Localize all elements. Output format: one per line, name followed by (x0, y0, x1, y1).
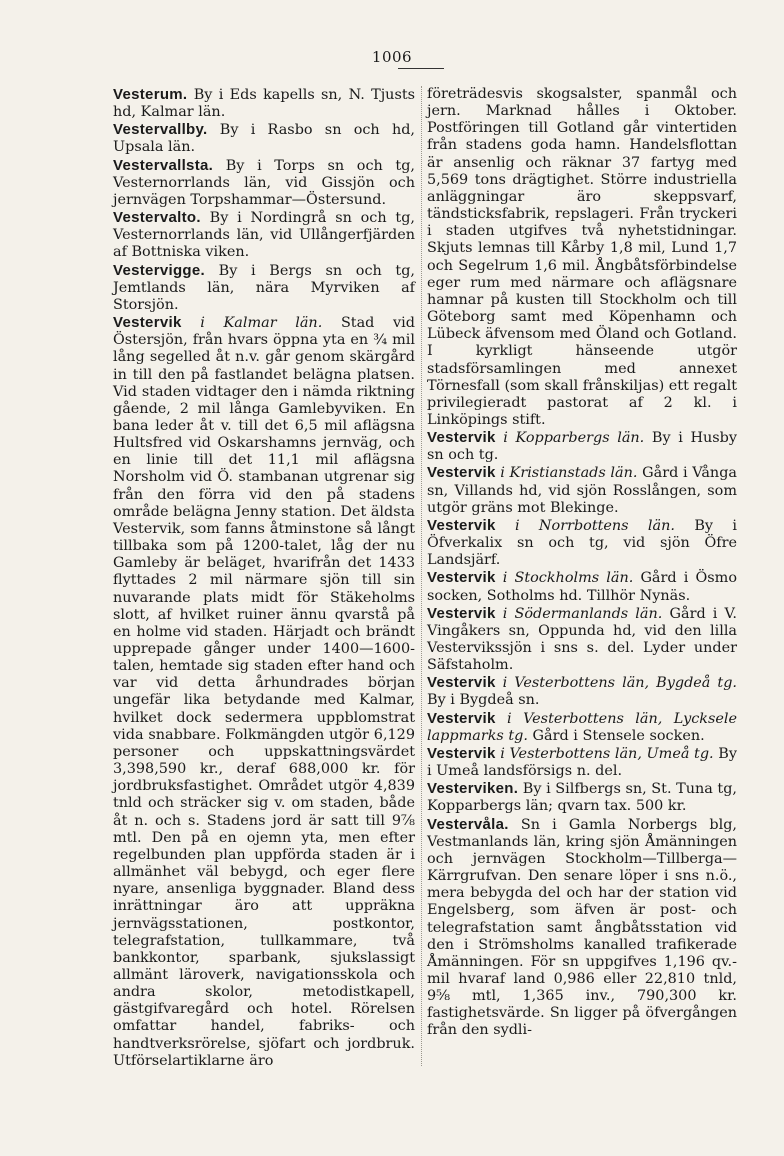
left-column (113, 86, 415, 1070)
entry-headword: Vestervik (113, 314, 182, 332)
dictionary-entry (427, 745, 737, 780)
entry-location: i Stockholms län. (502, 570, 634, 587)
entry-location: i Vesterbottens län, Bygdeå tg. (502, 675, 737, 692)
dictionary-entry (113, 314, 415, 1070)
entry-headword: Vestervallby. (113, 121, 208, 139)
page-number: 1006 (371, 48, 413, 66)
dictionary-entry (427, 569, 737, 604)
entry-location: i Södermanlands län. (502, 605, 663, 622)
entry-text: By i Eds kapells sn, N. Tjusts hd, Kalmar län. (113, 87, 416, 121)
entry-text: By i Silfbergs sn, St. Tuna tg, Kopparbergs län; qvarn tax. 500 kr. (427, 781, 738, 815)
dictionary-entry (113, 262, 415, 314)
entry-headword: Vestervik (427, 429, 496, 447)
entry-headword: Vestervigge. (113, 261, 205, 279)
entry-headword: Vestervik (427, 464, 496, 482)
entry-text: By i Öfverkalix sn och tg, vid sjön Öfre Landsjärf. (427, 517, 738, 569)
entry-headword: Vestervik (427, 674, 496, 692)
entry-headword: Vestervik (427, 516, 496, 534)
dictionary-entry (113, 121, 415, 156)
dictionary-entry (427, 429, 737, 464)
dictionary-entry (427, 710, 737, 745)
entry-location: i Norrbottens län. (514, 517, 675, 534)
entry-headword: Vestervåla. (427, 815, 509, 833)
page-number-rule (398, 68, 444, 69)
dictionary-entry (427, 674, 737, 709)
entry-location: i Vesterbottens län, Umeå tg. (500, 745, 714, 762)
entry-location: i Kristianstads län. (500, 465, 638, 482)
entry-text: By i Torps sn och tg, Vesternorrlands län, vid Gissjön och jernvägen Torpshammar—Östersund. (113, 157, 415, 208)
entry-headword: Vestervik (427, 709, 496, 727)
entry-headword: Vestervalto. (113, 209, 201, 227)
column-divider (421, 86, 422, 1066)
entry-text: By i Husby sn och tg. (427, 430, 738, 464)
entry-location: i Kopparbergs län. (503, 430, 645, 447)
entry-text: företrädesvis skogsalster, spanmål och jern. Marknad hålles i Oktober. Postföringen till Gotland går vintertiden från stadens goda hamn. Handelsflottan är ansenlig och räknar 37 fartyg med 5,569 tons drägtighet. Större industriella anläggningar äro skeppsvarf, tändsticksfabrik, repslageri. Från tryckeri i staden utgifves två nyhetstidningar. Skjuts lemnas till Kårby 1,8 mil, Lund 1,7 och Segelrum 1,6 mil. Ångbåtsförbindelse eger rum med närmare och aflägsnare hamnar på kusten till Stockholm och till Göteborg samt med Köpenhamn och Lübeck äfvensom med Öland och Gotland. I kyrkligt hänseende utgör stadsförsamlingen med annexet Törnesfall (som skall frånskiljas) ett regalt privilegieradt pastorat af 2 kl. i Linköpings stift. (427, 86, 737, 428)
entry-text: Gård i V. Vingåkers sn, Oppunda hd, vid den lilla Vestervikssjön i sns s. del. Lyder under Säfstaholm. (427, 605, 738, 674)
dictionary-entry (113, 86, 415, 121)
entry-text: Gård i Ösmo socken, Sotholms hd. Tillhör Nynäs. (427, 570, 737, 604)
entry-text: By i Bygdeå sn. (427, 692, 540, 709)
entry-text: By i Nordingrå sn och tg, Vesternorrlands län, vid Ullångerfjärden af Bottniska viken. (113, 210, 415, 261)
entry-headword: Vestervallsta. (113, 156, 214, 174)
entry-location: i Kalmar län. (200, 315, 323, 332)
entry-text: Gård i Stensele socken. (532, 727, 705, 744)
entry-location: i Vesterbottens län, Lycksele lappmarks tg. (427, 710, 737, 744)
dictionary-entry (427, 86, 737, 429)
dictionary-entry (113, 157, 415, 209)
entry-text: Sn i Gamla Norbergs blg, Vestmanlands län, kring sjön Åmänningen och jernvägen Stockholm—Tillberga—Kärrgrufvan. Den senare löper i sns n.ö., mera bebygda del och har der station vid Engelsberg, som äfven är post- och telegrafstation samt ångbåtsstation vid den i Strömsholms kanalled trafikerade Åmänningen. För sn uppgifves 1,196 qv.-mil hvaraf land 0,986 eller 22,810 tnld, 9⅝ mtl, 1,365 inv., 790,300 kr. fastighetsvärde. Sn ligger på öfvergången från den sydli- (427, 816, 738, 1039)
dictionary-entry (427, 517, 737, 569)
dictionary-entry (113, 209, 415, 261)
dictionary-entry (427, 816, 737, 1040)
entry-text: By i Bergs sn och tg, Jemtlands län, nära Myrviken af Storsjön. (113, 262, 415, 313)
entry-headword: Vestervik (427, 744, 496, 762)
entry-headword: Vesterviken. (427, 780, 519, 798)
entry-text: By i Umeå landsförsigs n. del. (427, 745, 737, 780)
right-column (427, 86, 737, 1040)
dictionary-entry (427, 605, 737, 675)
entry-text: Stad vid Östersjön, från hvars öppna yta en ¾ mil lång segelled åt n.v. går genom skärgård in till den på fastlandet belägna platsen. Vid staden vidtager den i nämda riktning gående, 2 mil långa Gamlebyviken. En bana leder åt v. till det 6,5 mil aflägsna Hultsfred vid Oskarshamns jernväg, och en linie till det 11,1 mil aflägsna Norsholm vid Ö. stambanan utgrenar sig från den förra vid den på stadens område belägna Jenny station. Det äldsta Vestervik, som fanns åtminstone så långt tillbaka som på 1200-talet, låg der nu Gamleby är beläget, hvarifrån det 1433 flyttades 2 mil närmare sjön till sin nuvarande plats midt för Stäkeholms slott, af hvilket ruiner ännu qvarstå på en holme vid staden. Härjadt och brändt upprepade gånger under 1400—1600-talen, hemtade sig staden efter hand och var vid detta århundrades början ungefär lika betydande med Kalmar, hvilket dock sedermera uppblomstrat vida snabbare. Folkmängden utgör 6,129 personer och uppskattningsvärdet 3,398,590 kr., deraf 688,000 kr. för jordbruksfastighet. Området utgör 4,839 tnld och sträcker sig v. om staden, både åt n. och s. Stadens jord är satt till 9⅞ mtl. Den på en ojemn yta, men efter regelbunden plan uppförda staden är i allmänhet väl bebygd, och eger flere nyare, ansenliga byggnader. Bland dess inrättningar äro att uppräkna jernvägsstationen, postkontor, telegrafstation, tullkammare, två bankkontor, sparbank, sjukslassigt allmänt läroverk, navigationsskola och andra skolor, metodistkapell, gästgifvaregård och hotel. Rörelsen omfattar handel, fabriks- och handtverksrörelse, sjöfart och jordbruk. Utförselartiklarne äro (113, 315, 415, 1069)
entry-headword: Vestervik (427, 604, 496, 622)
dictionary-entry (427, 464, 737, 516)
entry-text: By i Rasbo sn och hd, Upsala län. (113, 122, 415, 156)
dictionary-entry (427, 780, 737, 815)
entry-headword: Vesterum. (113, 86, 188, 103)
entry-headword: Vestervik (427, 569, 496, 587)
entry-text: Gård i Vånga sn, Villands hd, vid sjön Rosslången, som utgör gräns mot Blekinge. (427, 465, 737, 516)
